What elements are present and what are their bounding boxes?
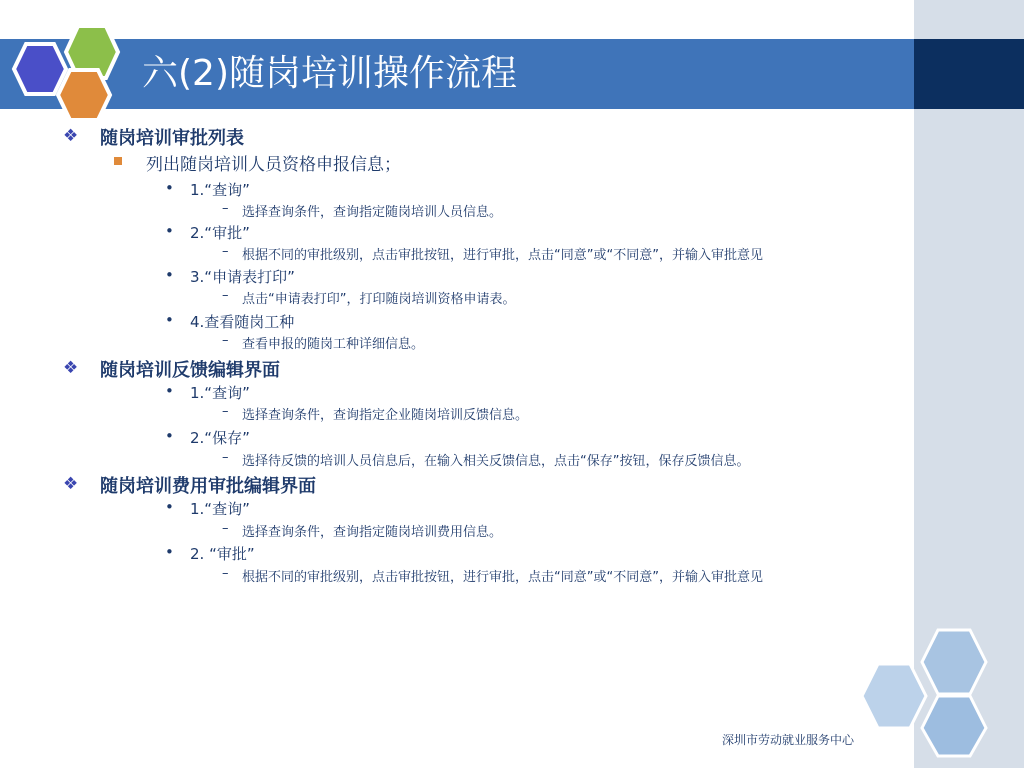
square-bullet-icon (114, 157, 122, 165)
page-title: 六(2)随岗培训操作流程 (142, 53, 517, 94)
list-item-detail: 选择查询条件，查询指定随岗培训人员信息。 (242, 205, 503, 220)
dot-bullet-icon: • (165, 543, 174, 561)
list-item-detail: 点击“申请表打印”，打印随岗培训资格申请表。 (242, 292, 516, 307)
dot-bullet-icon: • (165, 266, 174, 284)
hexagon-decoration-icon (858, 628, 998, 758)
diamond-bullet-icon: ❖ (63, 126, 79, 146)
section-subheading: 列出随岗培训人员资格申报信息； (146, 155, 401, 175)
list-item-detail: 选择待反馈的培训人员信息后，在输入相关反馈信息，点击“保存”按钮，保存反馈信息。 (242, 454, 750, 469)
list-item: 2.“保存” (190, 429, 250, 447)
dash-bullet-icon: – (222, 333, 229, 348)
section-heading: 随岗培训费用审批编辑界面 (100, 476, 316, 497)
dot-bullet-icon: • (165, 498, 174, 516)
list-item-detail: 查看申报的随岗工种详细信息。 (242, 337, 425, 352)
section-heading: 随岗培训审批列表 (100, 128, 244, 149)
list-item: 4.查看随岗工种 (190, 313, 295, 331)
list-item: 2.“审批” (190, 224, 250, 242)
list-item-detail: 选择查询条件，查询指定企业随岗培训反馈信息。 (242, 408, 529, 423)
section-heading: 随岗培训反馈编辑界面 (100, 360, 280, 381)
list-item: 3.“申请表打印” (190, 268, 295, 286)
dot-bullet-icon: • (165, 222, 174, 240)
list-item: 2. “审批” (190, 545, 255, 563)
footer-organization: 深圳市劳动就业服务中心 (722, 733, 855, 747)
dash-bullet-icon: – (222, 521, 229, 536)
list-item-detail: 选择查询条件，查询指定随岗培训费用信息。 (242, 525, 503, 540)
dash-bullet-icon: – (222, 404, 229, 419)
list-item-detail: 根据不同的审批级别，点击审批按钮，进行审批，点击“同意”或“不同意”，并输入审批意见 (242, 570, 763, 585)
dot-bullet-icon: • (165, 382, 174, 400)
dash-bullet-icon: – (222, 450, 229, 465)
dot-bullet-icon: • (165, 311, 174, 329)
diamond-bullet-icon: ❖ (63, 358, 79, 378)
list-item: 1.“查询” (190, 181, 250, 199)
list-item: 1.“查询” (190, 500, 250, 518)
dash-bullet-icon: – (222, 201, 229, 216)
dash-bullet-icon: – (222, 244, 229, 259)
dot-bullet-icon: • (165, 179, 174, 197)
dash-bullet-icon: – (222, 566, 229, 581)
dash-bullet-icon: – (222, 288, 229, 303)
diamond-bullet-icon: ❖ (63, 474, 79, 494)
dot-bullet-icon: • (165, 427, 174, 445)
list-item-detail: 根据不同的审批级别，点击审批按钮，进行审批，点击“同意”或“不同意”，并输入审批意见 (242, 248, 763, 263)
list-item: 1.“查询” (190, 384, 250, 402)
